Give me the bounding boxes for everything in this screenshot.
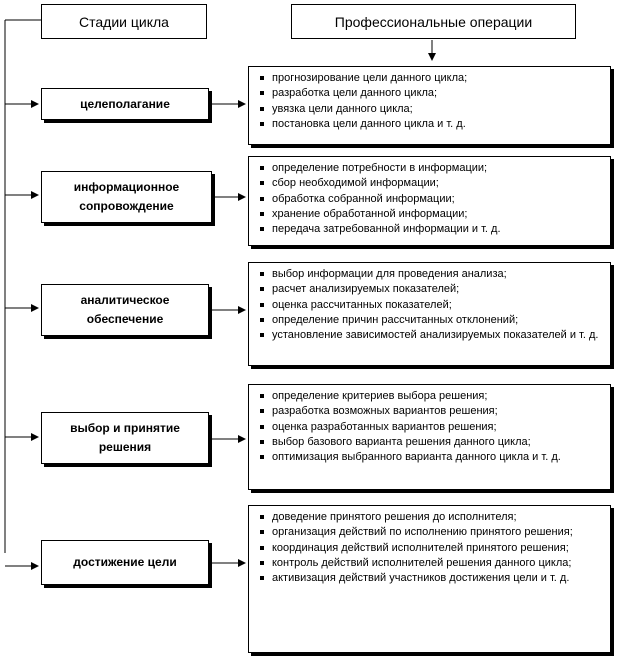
operations-list (258, 71, 604, 132)
operations-list (258, 267, 604, 343)
operation-item: прогнозирование цели данного цикла; (258, 71, 604, 86)
operations-box-goal-achievement (248, 505, 611, 653)
operation-item: установление зависимостей анализируемых показателей и т. д. (258, 328, 604, 343)
stage-box-goal-setting (41, 88, 209, 120)
stage-box-information-support (41, 171, 212, 223)
operation-item: определение критериев выбора решения; (258, 389, 604, 404)
header-stages-label: Стадии цикла (79, 13, 169, 30)
stage-label: достижение цели (73, 555, 177, 569)
operation-item: контроль действий исполнителей решения данного цикла; (258, 556, 604, 571)
stage-label: целеполагание (80, 96, 170, 111)
stage-box-goal-achievement (41, 540, 209, 585)
operation-item: передача затребованной информации и т. д. (258, 222, 604, 237)
operation-item: оптимизация выбранного варианта данного цикла и т. д. (258, 450, 604, 465)
operation-item: доведение принятого решения до исполнителя; (258, 510, 604, 525)
operation-item: организация действий по исполнению принятого решения; (258, 525, 604, 540)
stage-label: выбор и принятие решения (70, 421, 180, 454)
operations-list (258, 161, 604, 237)
operation-item: увязка цели данного цикла; (258, 102, 604, 117)
stage-box-analytical-support (41, 284, 209, 336)
operation-item: выбор информации для проведения анализа; (258, 267, 604, 282)
header-stages (41, 4, 207, 39)
operation-item: выбор базового варианта решения данного цикла; (258, 435, 604, 450)
header-operations-label: Профессиональные операции (334, 13, 533, 30)
operation-item: определение причин рассчитанных отклонений; (258, 313, 604, 328)
operation-item: обработка собранной информации; (258, 192, 604, 207)
stage-label: информационное сопровождение (73, 180, 180, 213)
operation-item: оценка рассчитанных показателей; (258, 298, 604, 313)
operations-list (258, 510, 604, 586)
operation-item: расчет анализируемых показателей; (258, 282, 604, 297)
operation-item: координация действий исполнителей принятого решения; (258, 541, 604, 556)
operations-box-analytical-support (248, 262, 611, 366)
operation-item: хранение обработанной информации; (258, 207, 604, 222)
operations-list (258, 389, 604, 465)
operation-item: определение потребности в информации; (258, 161, 604, 176)
operations-box-decision-making (248, 384, 611, 490)
operation-item: активизация действий участников достижения цели и т. д. (258, 571, 604, 586)
stage-label: аналитическое обеспечение (80, 293, 170, 326)
operations-box-goal-setting (248, 66, 611, 145)
operation-item: разработка цели данного цикла; (258, 86, 604, 101)
operation-item: постановка цели данного цикла и т. д. (258, 117, 604, 132)
stage-box-decision-making (41, 412, 209, 464)
operation-item: оценка разработанных вариантов решения; (258, 420, 604, 435)
header-operations (291, 4, 576, 39)
operations-box-information-support (248, 156, 611, 246)
operation-item: разработка возможных вариантов решения; (258, 404, 604, 419)
operation-item: сбор необходимой информации; (258, 176, 604, 191)
